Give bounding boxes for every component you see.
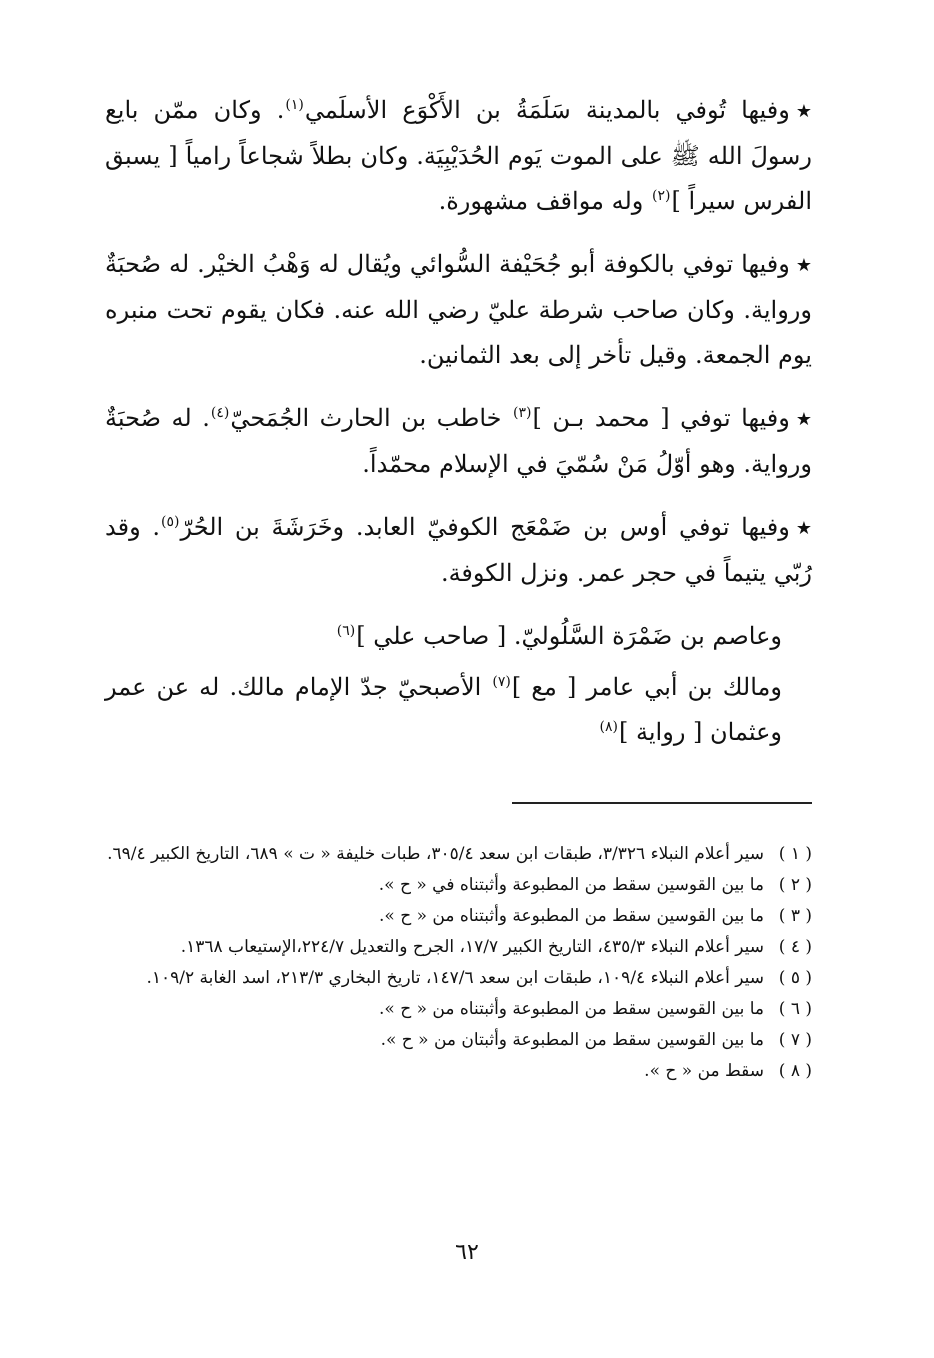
- footnote-text: سير أعلام النبلاء ٣/٣٢٦، طبقات ابن سعد ٣٠٥/٤، طبات خليفة « ت » ٦٨٩، التاريخ الكبير ٦٩/٤.: [107, 844, 764, 864]
- footnote: [105, 995, 812, 1023]
- footnote: [105, 1026, 812, 1054]
- entry-text: الأصبحيّ جدّ الإمام مالك. له عن عمر وعثمان [ رواية ]: [105, 673, 782, 746]
- entry-text: وفيها توفي [ محمد بـن ]: [532, 404, 790, 432]
- footnote-ref: (٢): [651, 188, 671, 204]
- entry-salama: [105, 88, 812, 224]
- footnote: [105, 902, 812, 930]
- entry-asim-bin-damra: [105, 614, 812, 659]
- star-icon: ★: [795, 101, 812, 122]
- footnote-text: ما بين القوسين سقط من المطبوعة وأثبتناه في « ح ».: [378, 875, 764, 895]
- main-text: [105, 88, 812, 755]
- footnote-text: سير أعلام النبلاء ١٠٩/٤، طبقات ابن سعد ١٤٧/٦، تاريخ البخاري ٢١٣/٣، اسد الغابة ١٠٩/٢.: [146, 968, 764, 988]
- star-icon: ★: [795, 255, 813, 276]
- entry-text: وعاصم بن ضَمْرَة السَّلُوليّ. [ صاحب علي ]: [356, 622, 782, 650]
- footnote: [105, 964, 812, 992]
- footnote-number: ( ٧ ): [778, 1030, 812, 1050]
- entry-text: خاطب بن الحارث الجُمَحيّ: [230, 404, 512, 432]
- footnote-ref: (٨): [599, 719, 619, 735]
- paragraph-gap: [105, 596, 812, 614]
- entry-text: . له صُحبَةٌ ورواية. وهو أوّلُ مَنْ سُمّيَ في الإسلام محمّداً.: [105, 404, 812, 478]
- entry-text: . وكان ممّن بايع رسولَ الله ﷺ على الموت يَوم الحُدَيْبِيَة. وكان بطلاً شجاعاً رامياً [ يسبق الفرس سيراً ]: [105, 96, 812, 215]
- star-icon: ★: [795, 518, 813, 539]
- footnote-text: ما بين القوسين سقط من المطبوعة وأثبتان من « ح ».: [380, 1030, 764, 1050]
- footnote-ref: (١): [285, 97, 304, 113]
- paragraph-gap: [105, 487, 812, 505]
- footnote: [105, 871, 812, 899]
- entry-text: وفيها توفي أوس بن ضَمْعَج الكوفيّ العابد. وخَرَشَةَ بن الحُرّ: [180, 513, 790, 541]
- footnote-number: ( ٨ ): [778, 1061, 812, 1081]
- footnotes: [105, 840, 812, 1088]
- footnote-ref: (٦): [336, 623, 356, 639]
- entry-text: . وقد رُبّي يتيماً في حجر عمر. ونزل الكوفة.: [105, 513, 812, 587]
- footnote-ref: (٤): [210, 405, 230, 421]
- page-number: ٦٢: [455, 1240, 479, 1265]
- entry-abu-juhayfa: [105, 242, 812, 378]
- footnote-text: ما بين القوسين سقط من المطبوعة وأثبتناه من « ح ».: [379, 999, 764, 1019]
- paragraph-gap: [105, 378, 812, 396]
- footnote-number: ( ٤ ): [778, 937, 812, 957]
- footnote-separator: [512, 802, 812, 804]
- footnote-number: ( ١ ): [778, 844, 812, 864]
- footnote: [105, 840, 812, 868]
- footnote: [105, 1057, 812, 1085]
- entry-malik-bin-abi-amir: [105, 665, 812, 755]
- entry-muhammad-bin-khatib: [105, 396, 812, 487]
- paragraph-gap: [105, 224, 812, 242]
- footnote-number: ( ٦ ): [778, 999, 812, 1019]
- footnote-ref: (٣): [513, 405, 532, 421]
- footnote-number: ( ٥ ): [778, 968, 812, 988]
- entry-aws-bin-damaj: [105, 505, 812, 596]
- footnote: [105, 933, 812, 961]
- footnote-number: ( ٣ ): [778, 906, 812, 926]
- footnote-number: ( ٢ ): [778, 875, 812, 895]
- entry-text: وفيها توفي بالكوفة أبو جُحَيْفة السُّوائي ويُقال له وَهْبُ الخيْر. له صُحبَةٌ ورواية. وكان صاحب شرطة عليّ رضي الله عنه. فكان يقوم تحت منبره يوم الجمعة. وقيل تأخر إلى بعد الثمانين.: [105, 250, 812, 369]
- entry-text: ومالك بن أبي عامر [ مع ]: [511, 673, 782, 701]
- star-icon: ★: [795, 409, 813, 430]
- entry-text: وفيها تُوفي بالمدينة سَلَمَةُ بن الأَكْوَع الأسلَمي: [304, 96, 790, 124]
- footnote-text: سير أعلام النبلاء ٤٣٥/٣، التاريخ الكبير ١٧/٧، الجرح والتعديل ٢٢٤/٧،الإستيعاب ١٣٦٨.: [180, 937, 764, 957]
- footnote-text: سقط من « ح ».: [644, 1061, 764, 1081]
- footnote-text: ما بين القوسين سقط من المطبوعة وأثبتناه من « ح ».: [379, 906, 764, 926]
- entry-text: وله مواقف مشهورة.: [438, 187, 651, 215]
- footnote-ref: (٧): [492, 674, 511, 690]
- footnote-ref: (٥): [160, 514, 180, 530]
